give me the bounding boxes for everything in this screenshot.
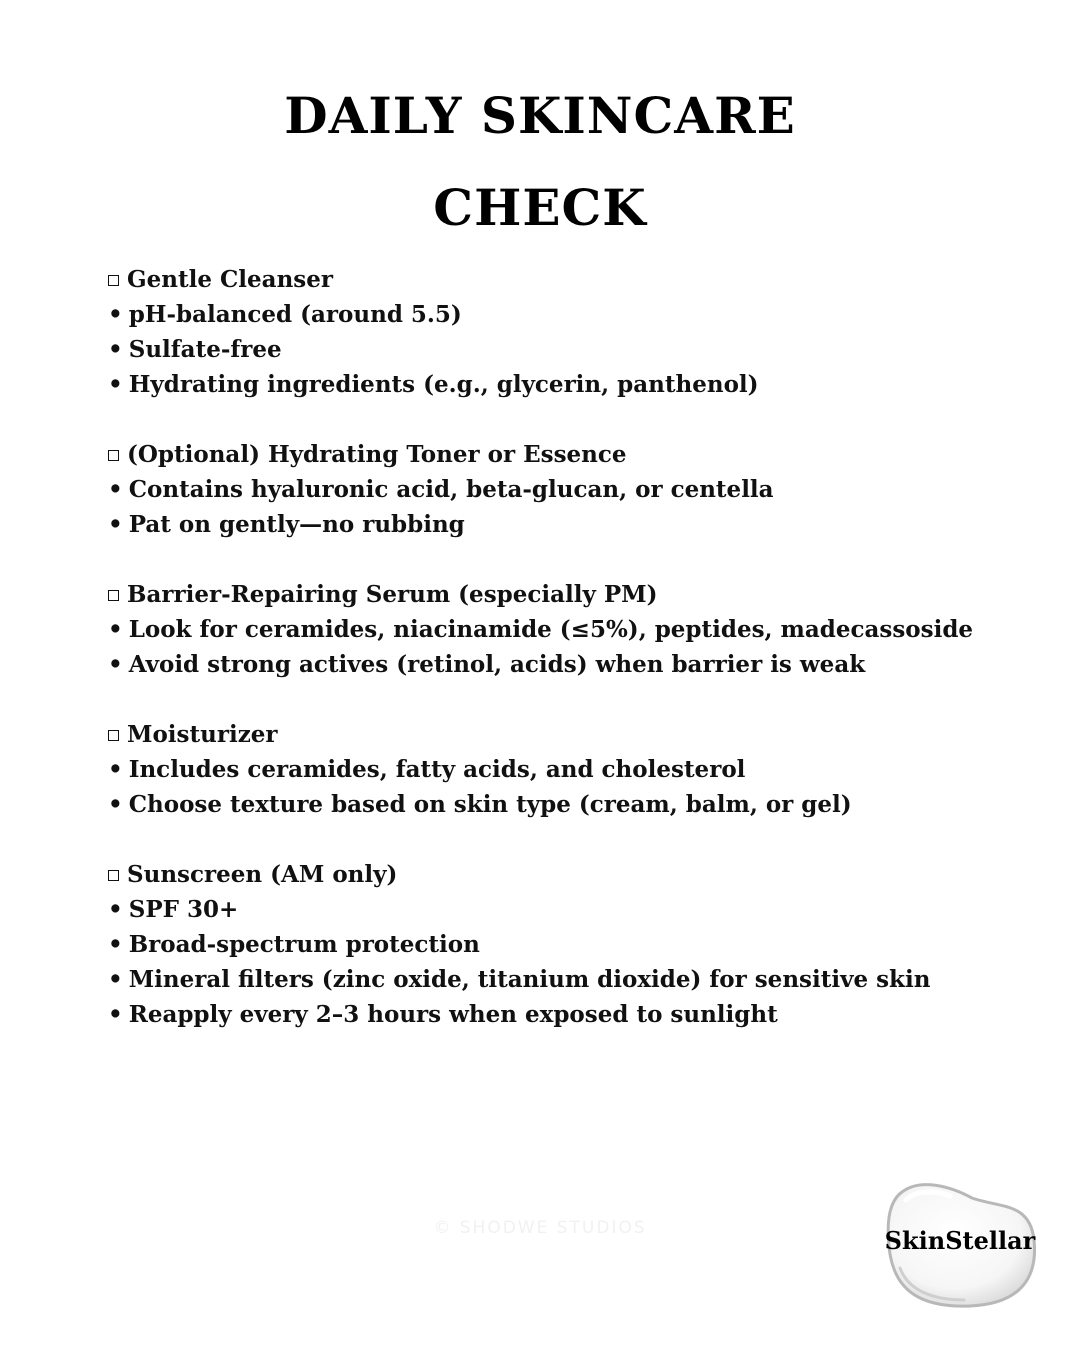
bullet-icon: • [108, 616, 123, 643]
logo-text: SkinStellar [884, 1226, 1036, 1255]
checkbox-icon[interactable] [108, 730, 119, 741]
section-toner-essence [108, 437, 1008, 542]
section-gentle-cleanser [108, 262, 1008, 402]
section-barrier-serum [108, 577, 1008, 682]
list-item: • Pat on gently—no rubbing [108, 507, 1008, 542]
list-item: • Sulfate-free [108, 332, 1008, 367]
checklist-heading[interactable]: Gentle Cleanser [108, 262, 1008, 297]
checklist-heading[interactable]: (Optional) Hydrating Toner or Essence [108, 437, 1008, 472]
bullet-icon: • [108, 756, 123, 783]
checklist-heading[interactable]: Sunscreen (AM only) [108, 857, 1008, 892]
list-item: • Avoid strong actives (retinol, acids) when barrier is weak [108, 647, 1008, 682]
list-item: • Hydrating ingredients (e.g., glycerin, panthenol) [108, 367, 1008, 402]
bullet-icon: • [108, 931, 123, 958]
checklist-heading[interactable]: Moisturizer [108, 717, 1008, 752]
bullet-icon: • [108, 511, 123, 538]
list-item: • pH-balanced (around 5.5) [108, 297, 1008, 332]
bullet-icon: • [108, 1001, 123, 1028]
section-sunscreen [108, 857, 1008, 1032]
list-item: • Mineral filters (zinc oxide, titanium dioxide) for sensitive skin [108, 962, 1008, 997]
title-line-2: CHECK [433, 178, 647, 237]
checkbox-icon[interactable] [108, 590, 119, 601]
bullet-icon: • [108, 336, 123, 363]
list-item: • Reapply every 2–3 hours when exposed to sunlight [108, 997, 1008, 1032]
bullet-icon: • [108, 896, 123, 923]
bullet-icon: • [108, 651, 123, 678]
section-moisturizer [108, 717, 1008, 822]
checklist-heading[interactable]: Barrier-Repairing Serum (especially PM) [108, 577, 1008, 612]
bullet-icon: • [108, 791, 123, 818]
checkbox-icon[interactable] [108, 870, 119, 881]
list-item: • Look for ceramides, niacinamide (≤5%), peptides, madecassoside [108, 612, 1008, 647]
title-line-1: DAILY SKINCARE [284, 86, 796, 145]
list-item: • Broad-spectrum protection [108, 927, 1008, 962]
brand-logo [880, 1178, 1040, 1310]
bullet-icon: • [108, 371, 123, 398]
checkbox-icon[interactable] [108, 275, 119, 286]
checkbox-icon[interactable] [108, 450, 119, 461]
list-item: • Choose texture based on skin type (cream, balm, or gel) [108, 787, 1008, 822]
bullet-icon: • [108, 301, 123, 328]
skincare-checklist [108, 262, 1008, 1067]
list-item: • Includes ceramides, fatty acids, and cholesterol [108, 752, 1008, 787]
list-item: • Contains hyaluronic acid, beta-glucan, or centella [108, 472, 1008, 507]
bullet-icon: • [108, 966, 123, 993]
page-title [0, 70, 1080, 254]
list-item: • SPF 30+ [108, 892, 1008, 927]
bullet-icon: • [108, 476, 123, 503]
watermark: © SHODWE STUDIOS [433, 1218, 647, 1238]
